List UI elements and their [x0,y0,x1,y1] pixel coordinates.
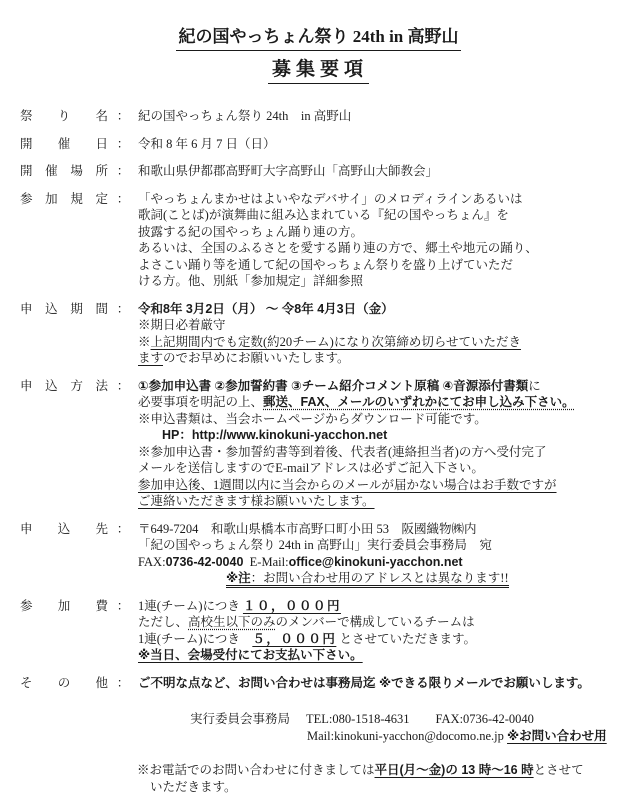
fax-number: 0736-42-0040 [165,554,244,569]
period-note-deadline: ※期日必着厳守 [138,318,226,332]
office-tel-label: TEL: [306,712,333,726]
application-method-label: 申 込 方 法 [20,378,108,393]
method-docs-tail: に [528,378,541,393]
participation-fee-label: 参 加 費 [20,598,108,613]
application-email[interactable]: office@kinokuni-yacchon.net [288,554,463,569]
method-download-note: ※申込書類は、当会ホームページからダウンロード可能です。 [138,411,487,426]
row-participation-rules [20,191,617,290]
phone-note-head: ※お電話でのお問い合わせに付きましては [137,763,375,777]
address-note-body: ：お問い合わせ用のアドレスとは異なります!! [250,571,509,585]
application-address-label: 申 込 先 [20,521,108,536]
email-label: E-Mail: [249,554,289,569]
participation-rules-label: 参 加 規 定 [20,191,108,206]
office-fax-number: 0736-42-0040 [463,712,534,726]
colon: ： [116,191,130,206]
colon: ： [116,378,130,393]
method-no-mail-note-1: 参加申込後、1週間以内に当会からのメールが届かない場合はお手数ですが [138,477,557,492]
row-application-address [20,521,617,587]
fee-l3-head: 1連(チーム)につき [138,631,253,646]
festival-name-value: 紀の国やっちょん祭り 24th in 高野山 [138,109,352,123]
fee-student-price: ５，０００円 [252,631,337,646]
fee-l1-head: 1連(チーム)につき [138,598,243,613]
homepage-url[interactable]: HP：http://www.kinokuni-yacchon.net [162,428,388,442]
colon: ： [116,521,130,536]
fee-student-condition: 高校生以下のみ [188,615,276,629]
method-submit-ways: 郵送、FAX、メールのいずれかにてお申し込み下さい。 [263,395,575,409]
period-note2-prefix: ※ [138,334,151,349]
phone-note-hours: 平日(月～金)の 13 時～16 時 [374,763,534,777]
event-date-label: 開 催 日 [20,136,108,151]
colon: ： [116,164,130,178]
application-period-label: 申 込 期 間 [20,301,108,316]
rules-line: 歌詞(ことば)が演舞曲に組み込まれている『紀の国やっちょん』を [138,208,509,222]
document-title: 紀の国やっちょん祭り 24th in 高野山 [176,26,460,51]
colon: ： [116,109,130,123]
phone-hours-note [137,762,617,795]
period-note2-underlined: 上記期間内でも定数(約20チーム)になり次第締め切らせていただき [150,334,521,349]
method-required-docs: ①参加申込書 ②参加誓約書 ③チーム紹介コメント原稿 ④音源添付書類 [138,378,529,393]
period-note2-cont-underlined: ます [138,351,164,365]
row-application-method [20,378,617,510]
address-recipient: 「紀の国やっちょん祭り 24th in 高野山」実行委員会事務局 宛 [138,538,492,552]
method-no-mail-note-2: ご連絡いただきます様お願いいたします。 [138,494,375,508]
rules-line: ける方。他、別紙「参加規定」詳細参照 [138,274,364,288]
row-event-place [20,163,617,180]
phone-note-tail: とさせて [533,763,584,777]
office-contact-block [190,711,617,744]
method-l2-head: 必要事項を明記の上、 [138,395,264,409]
colon: ： [116,675,130,690]
event-date-value: 令和 8 年 6 月 7 日（日） [138,136,276,151]
office-fax-label: FAX: [435,712,464,726]
phone-note-cont: いただきます。 [150,779,237,794]
application-period-dates: 令和8年 3月2日（月） ～ 令8年 4月3日（金） [138,301,394,316]
rules-line: 披露する紀の国やっちょん踊り連の方。 [138,224,364,239]
colon: ： [116,301,130,316]
rules-line: 「やっちょんまかせはよいやなデバサイ」のメロディラインあるいは [138,191,523,206]
postal-address: 〒649-7204 和歌山県橋本市高野口町小田 53 阪國織物㈱内 [138,521,477,536]
row-other [20,675,617,692]
office-mail-label: Mail: [307,728,335,743]
other-label: そ の 他 [20,675,108,690]
method-receipt-note-2: メールを送信しますのでE-mailアドレスは必ずご記入下さい。 [138,461,484,475]
fee-payment-note: ※当日、会場受付にてお支払い下さい。 [138,648,363,662]
document-subtitle: 募集要項 [268,58,369,84]
fee-l2-head: ただし、 [138,615,189,629]
office-tel-number: 080-1518-4631 [332,712,410,726]
fax-label: FAX: [138,554,166,569]
rules-line: よさこい踊り等を通して紀の国やっちょん祭りを盛り上げていただ [138,257,514,272]
colon: ： [116,136,130,151]
festival-name-label: 祭 り 名 [20,109,108,123]
row-festival-name [20,108,617,125]
title-block [20,26,617,84]
address-note-head: ※注 [226,571,251,585]
rules-line: あるいは、全国のふるさとを愛する踊り連の方で、郷土や地元の踊り、 [138,241,538,255]
fee-l2-tail: のメンバーで構成しているチームは [275,615,475,629]
row-application-period [20,301,617,367]
event-place-value: 和歌山県伊都郡高野町大字高野山「高野山大師教会」 [138,164,439,178]
fee-standard-price: １０，０００円 [242,598,341,613]
office-email[interactable]: kinokuni-yacchon@docomo.ne.jp [334,728,504,743]
row-participation-fee [20,598,617,664]
office-mail-note: ※お問い合わせ用 [507,728,607,743]
method-receipt-note-1: ※参加申込書・参加誓約書等到着後、代表者(連絡担当者)の方へ受付完了 [138,444,547,459]
period-note2-cont: のでお早めにお願いいたします。 [163,351,350,365]
row-event-date [20,136,617,153]
fee-l3-tail: とさせていただきます。 [336,631,476,646]
colon: ： [116,598,130,613]
event-place-label: 開 催 場 所 [20,164,108,178]
other-inquiry-note: ご不明な点など、お問い合わせは事務局迄 ※できる限りメールでお願いします。 [138,675,590,690]
office-name: 実行委員会事務局 [190,712,291,726]
